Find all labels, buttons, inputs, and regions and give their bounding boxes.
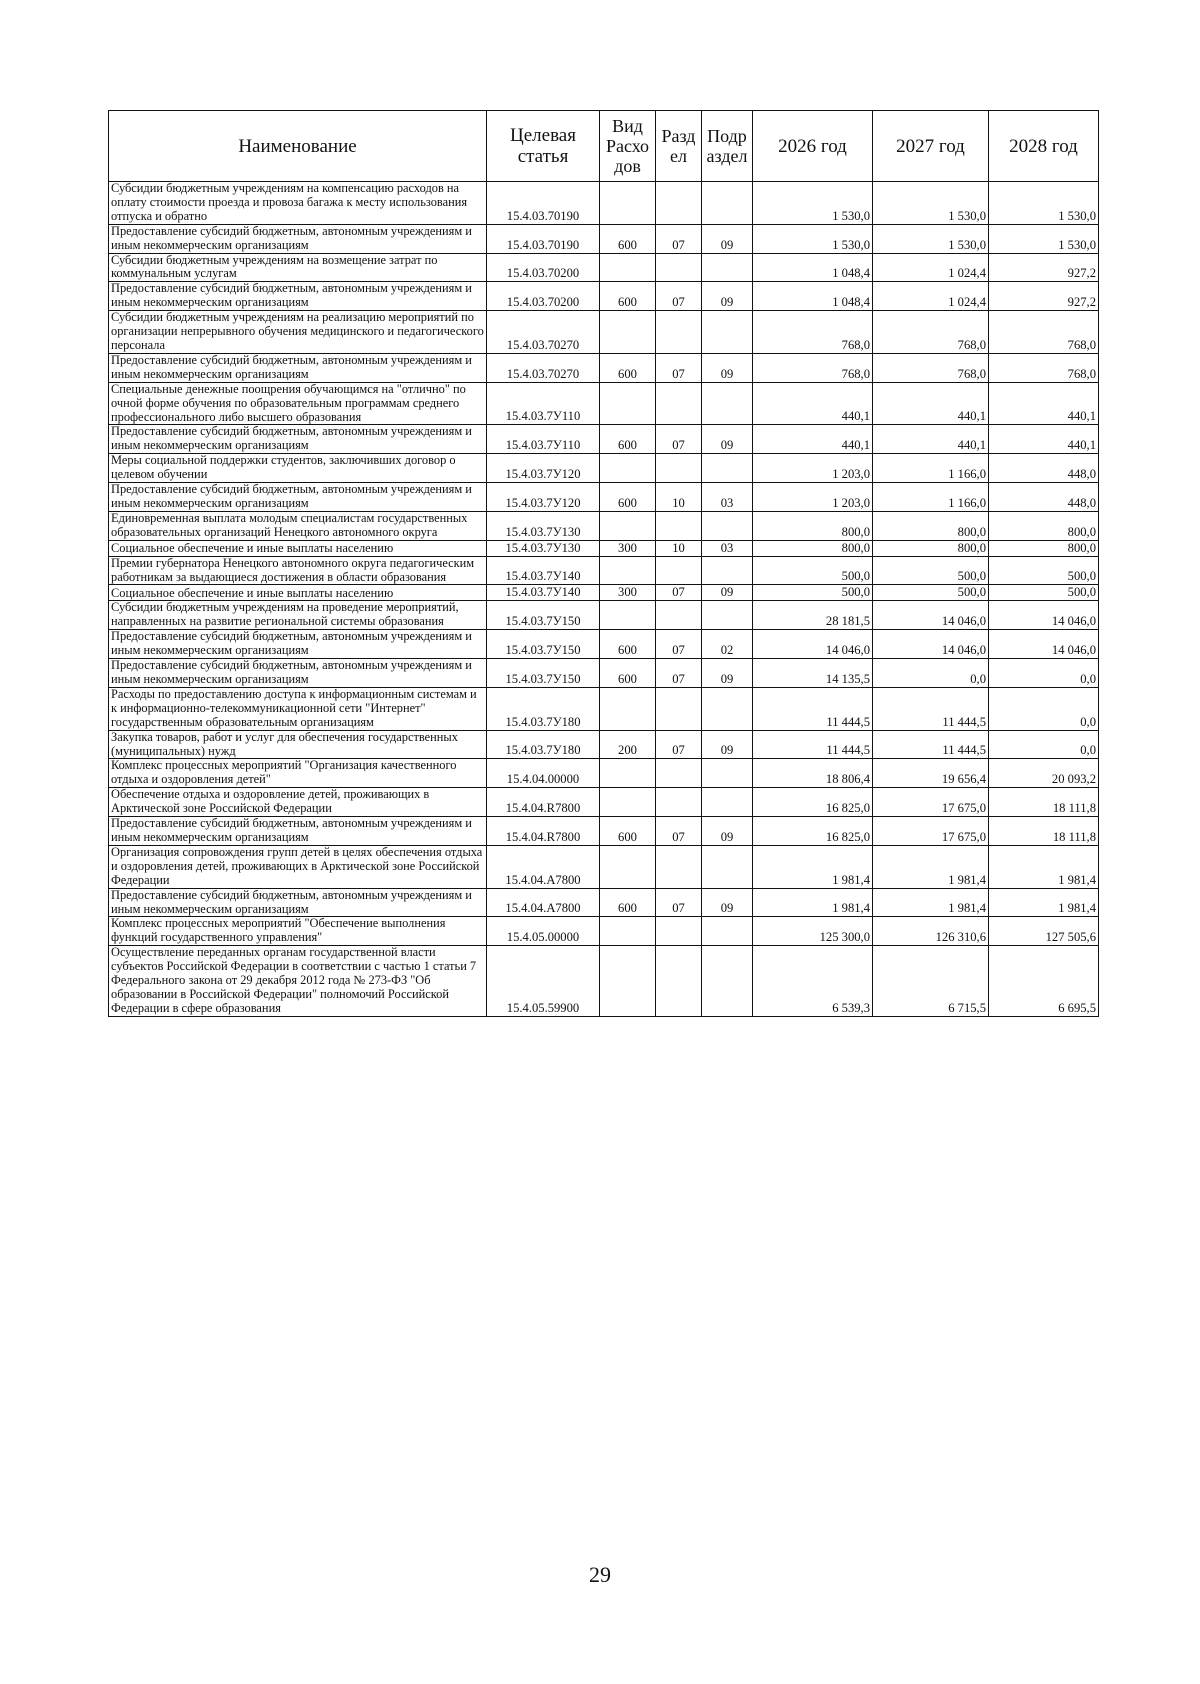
- row-amount-2026: 500,0: [753, 585, 873, 601]
- col-subsection-header: Подр аздел: [702, 111, 753, 182]
- row-name: Субсидии бюджетным учреждениям на компенсацию расходов на оплату стоимости проезда и провоза багажа к месту использования отпуска и обратно: [109, 182, 487, 225]
- row-amount-2027: 11 444,5: [873, 730, 989, 759]
- row-section: 07: [656, 730, 702, 759]
- row-subsection: [702, 556, 753, 585]
- row-expense-type: 300: [600, 540, 656, 556]
- row-name: Социальное обеспечение и иные выплаты населению: [109, 540, 487, 556]
- row-amount-2027: 19 656,4: [873, 759, 989, 788]
- row-amount-2028: 448,0: [989, 454, 1099, 483]
- row-amount-2028: 14 046,0: [989, 630, 1099, 659]
- table-row: [109, 759, 1099, 788]
- row-subsection: [702, 845, 753, 888]
- row-target-code: 15.4.05.00000: [487, 917, 600, 946]
- row-target-code: 15.4.03.7У130: [487, 540, 600, 556]
- col-target-header: Целевая статья: [487, 111, 600, 182]
- table-row: [109, 353, 1099, 382]
- table-row: [109, 888, 1099, 917]
- row-section: [656, 687, 702, 730]
- row-amount-2028: 0,0: [989, 659, 1099, 688]
- table-row: [109, 511, 1099, 540]
- row-amount-2028: 448,0: [989, 483, 1099, 512]
- row-amount-2026: 18 806,4: [753, 759, 873, 788]
- row-amount-2028: 800,0: [989, 540, 1099, 556]
- table-row: [109, 282, 1099, 311]
- row-expense-type: 600: [600, 282, 656, 311]
- row-target-code: 15.4.03.70190: [487, 224, 600, 253]
- row-section: [656, 845, 702, 888]
- row-amount-2026: 14 046,0: [753, 630, 873, 659]
- row-target-code: 15.4.04.А7800: [487, 888, 600, 917]
- row-subsection: [702, 759, 753, 788]
- row-name: Субсидии бюджетным учреждениям на проведение мероприятий, направленных на развитие региональной системы образования: [109, 601, 487, 630]
- table-row: [109, 845, 1099, 888]
- row-subsection: [702, 253, 753, 282]
- row-section: [656, 917, 702, 946]
- row-target-code: 15.4.03.70270: [487, 311, 600, 354]
- row-name: Комплекс процессных мероприятий "Обеспечение выполнения функций государственного управления": [109, 917, 487, 946]
- table-row: [109, 730, 1099, 759]
- row-amount-2026: 28 181,5: [753, 601, 873, 630]
- row-expense-type: [600, 253, 656, 282]
- row-amount-2027: 6 715,5: [873, 946, 989, 1017]
- row-section: [656, 759, 702, 788]
- row-expense-type: [600, 687, 656, 730]
- table-row: [109, 556, 1099, 585]
- row-subsection: 09: [702, 659, 753, 688]
- row-amount-2027: 126 310,6: [873, 917, 989, 946]
- row-section: [656, 182, 702, 225]
- row-amount-2026: 1 981,4: [753, 845, 873, 888]
- row-section: [656, 556, 702, 585]
- row-target-code: 15.4.03.7У140: [487, 585, 600, 601]
- row-target-code: 15.4.03.7У120: [487, 483, 600, 512]
- row-amount-2027: 440,1: [873, 425, 989, 454]
- row-section: [656, 946, 702, 1017]
- row-amount-2026: 500,0: [753, 556, 873, 585]
- row-target-code: 15.4.04.00000: [487, 759, 600, 788]
- row-amount-2027: 17 675,0: [873, 817, 989, 846]
- row-expense-type: [600, 382, 656, 425]
- row-target-code: 15.4.03.7У150: [487, 659, 600, 688]
- row-name: Меры социальной поддержки студентов, заключивших договор о целевом обучении: [109, 454, 487, 483]
- row-amount-2028: 500,0: [989, 556, 1099, 585]
- row-target-code: 15.4.03.7У110: [487, 425, 600, 454]
- row-section: [656, 311, 702, 354]
- row-name: Предоставление субсидий бюджетным, автономным учреждениям и иным некоммерческим организациям: [109, 282, 487, 311]
- row-amount-2027: 1 024,4: [873, 253, 989, 282]
- row-subsection: 09: [702, 817, 753, 846]
- col-name-header: Наименование: [109, 111, 487, 182]
- row-amount-2028: 1 981,4: [989, 845, 1099, 888]
- table-row: [109, 788, 1099, 817]
- row-target-code: 15.4.03.70270: [487, 353, 600, 382]
- row-amount-2028: 20 093,2: [989, 759, 1099, 788]
- table-row: [109, 182, 1099, 225]
- table-body: [109, 182, 1099, 1017]
- row-name: Комплекс процессных мероприятий "Организация качественного отдыха и оздоровления детей": [109, 759, 487, 788]
- row-amount-2026: 16 825,0: [753, 817, 873, 846]
- row-subsection: 03: [702, 540, 753, 556]
- row-expense-type: [600, 182, 656, 225]
- row-name: Премии губернатора Ненецкого автономного округа педагогическим работникам за выдающиеся достижения в области образования: [109, 556, 487, 585]
- row-amount-2026: 1 530,0: [753, 224, 873, 253]
- row-section: 07: [656, 224, 702, 253]
- row-name: Субсидии бюджетным учреждениям на реализацию мероприятий по организации непрерывного обучения медицинского и педагогического персонала: [109, 311, 487, 354]
- row-section: 07: [656, 425, 702, 454]
- row-section: [656, 454, 702, 483]
- row-name: Субсидии бюджетным учреждениям на возмещение затрат по коммунальным услугам: [109, 253, 487, 282]
- table-row: [109, 253, 1099, 282]
- table-row: [109, 311, 1099, 354]
- row-expense-type: 600: [600, 483, 656, 512]
- row-amount-2028: 500,0: [989, 585, 1099, 601]
- row-subsection: [702, 511, 753, 540]
- row-target-code: 15.4.04.R7800: [487, 788, 600, 817]
- table-row: [109, 601, 1099, 630]
- row-amount-2026: 800,0: [753, 540, 873, 556]
- row-amount-2028: 14 046,0: [989, 601, 1099, 630]
- row-amount-2028: 0,0: [989, 687, 1099, 730]
- row-expense-type: [600, 788, 656, 817]
- row-expense-type: [600, 601, 656, 630]
- row-amount-2026: 16 825,0: [753, 788, 873, 817]
- row-name: Предоставление субсидий бюджетным, автономным учреждениям и иным некоммерческим организациям: [109, 224, 487, 253]
- row-name: Предоставление субсидий бюджетным, автономным учреждениям и иным некоммерческим организациям: [109, 817, 487, 846]
- row-amount-2027: 14 046,0: [873, 630, 989, 659]
- row-expense-type: 600: [600, 353, 656, 382]
- row-amount-2026: 768,0: [753, 311, 873, 354]
- row-amount-2027: 800,0: [873, 540, 989, 556]
- row-section: [656, 601, 702, 630]
- table-row: [109, 630, 1099, 659]
- row-amount-2028: 927,2: [989, 282, 1099, 311]
- row-subsection: [702, 917, 753, 946]
- table-header-row: [109, 111, 1099, 182]
- row-amount-2028: 927,2: [989, 253, 1099, 282]
- row-subsection: [702, 382, 753, 425]
- row-subsection: 09: [702, 730, 753, 759]
- row-expense-type: 600: [600, 659, 656, 688]
- row-amount-2026: 768,0: [753, 353, 873, 382]
- row-target-code: 15.4.03.70190: [487, 182, 600, 225]
- col-expense-type-header: Вид Расхо дов: [600, 111, 656, 182]
- row-amount-2027: 800,0: [873, 511, 989, 540]
- row-expense-type: 200: [600, 730, 656, 759]
- row-expense-type: [600, 556, 656, 585]
- row-amount-2028: 0,0: [989, 730, 1099, 759]
- row-section: [656, 253, 702, 282]
- table-row: [109, 224, 1099, 253]
- row-amount-2027: 768,0: [873, 311, 989, 354]
- table-row: [109, 946, 1099, 1017]
- row-amount-2028: 768,0: [989, 311, 1099, 354]
- row-amount-2027: 1 981,4: [873, 845, 989, 888]
- row-amount-2026: 14 135,5: [753, 659, 873, 688]
- table-row: [109, 585, 1099, 601]
- row-expense-type: [600, 511, 656, 540]
- row-expense-type: 600: [600, 630, 656, 659]
- row-section: 10: [656, 483, 702, 512]
- row-amount-2026: 11 444,5: [753, 730, 873, 759]
- row-amount-2028: 768,0: [989, 353, 1099, 382]
- row-expense-type: 300: [600, 585, 656, 601]
- table-row: [109, 483, 1099, 512]
- row-section: [656, 382, 702, 425]
- row-amount-2028: 18 111,8: [989, 817, 1099, 846]
- row-amount-2027: 17 675,0: [873, 788, 989, 817]
- row-section: 07: [656, 282, 702, 311]
- row-expense-type: [600, 917, 656, 946]
- row-amount-2026: 6 539,3: [753, 946, 873, 1017]
- row-name: Предоставление субсидий бюджетным, автономным учреждениям и иным некоммерческим организациям: [109, 659, 487, 688]
- row-target-code: 15.4.03.7У120: [487, 454, 600, 483]
- row-target-code: 15.4.03.7У110: [487, 382, 600, 425]
- row-section: 07: [656, 888, 702, 917]
- row-subsection: [702, 788, 753, 817]
- row-subsection: [702, 454, 753, 483]
- row-amount-2028: 800,0: [989, 511, 1099, 540]
- row-name: Специальные денежные поощрения обучающимся на "отлично" по очной форме обучения по образовательным программам среднего профессионального либо высшего образования: [109, 382, 487, 425]
- row-expense-type: [600, 759, 656, 788]
- row-expense-type: 600: [600, 425, 656, 454]
- row-subsection: [702, 946, 753, 1017]
- row-subsection: 09: [702, 353, 753, 382]
- row-section: 07: [656, 817, 702, 846]
- row-amount-2026: 800,0: [753, 511, 873, 540]
- row-name: Единовременная выплата молодым специалистам государственных образовательных организаций Ненецкого автономного округа: [109, 511, 487, 540]
- row-amount-2027: 768,0: [873, 353, 989, 382]
- row-amount-2026: 1 048,4: [753, 253, 873, 282]
- row-target-code: 15.4.03.7У140: [487, 556, 600, 585]
- budget-table: [108, 110, 1099, 1017]
- row-name: Предоставление субсидий бюджетным, автономным учреждениям и иным некоммерческим организациям: [109, 353, 487, 382]
- row-expense-type: 600: [600, 888, 656, 917]
- row-subsection: [702, 311, 753, 354]
- row-section: 07: [656, 585, 702, 601]
- row-amount-2027: 0,0: [873, 659, 989, 688]
- row-amount-2028: 440,1: [989, 382, 1099, 425]
- row-amount-2028: 18 111,8: [989, 788, 1099, 817]
- row-name: Организация сопровождения групп детей в целях обеспечения отдыха и оздоровления детей, проживающих в Арктической зоне Российской Федерации: [109, 845, 487, 888]
- row-amount-2027: 1 166,0: [873, 483, 989, 512]
- row-amount-2026: 1 048,4: [753, 282, 873, 311]
- row-expense-type: [600, 454, 656, 483]
- row-name: Расходы по предоставлению доступа к информационным системам и к информационно-телекоммуникационной сети "Интернет" государственным образовательным организациям: [109, 687, 487, 730]
- row-subsection: 09: [702, 888, 753, 917]
- row-amount-2028: 1 981,4: [989, 888, 1099, 917]
- row-subsection: 09: [702, 282, 753, 311]
- page-number: 29: [589, 1562, 611, 1587]
- table-row: [109, 382, 1099, 425]
- row-target-code: 15.4.03.7У150: [487, 630, 600, 659]
- row-name: Предоставление субсидий бюджетным, автономным учреждениям и иным некоммерческим организациям: [109, 483, 487, 512]
- row-section: 07: [656, 659, 702, 688]
- row-target-code: 15.4.04.А7800: [487, 845, 600, 888]
- row-subsection: [702, 601, 753, 630]
- row-section: [656, 788, 702, 817]
- row-section: 07: [656, 353, 702, 382]
- col-2027-header: 2027 год: [873, 111, 989, 182]
- row-amount-2028: 1 530,0: [989, 224, 1099, 253]
- row-name: Предоставление субсидий бюджетным, автономным учреждениям и иным некоммерческим организациям: [109, 630, 487, 659]
- row-target-code: 15.4.03.7У180: [487, 687, 600, 730]
- row-amount-2026: 1 530,0: [753, 182, 873, 225]
- row-amount-2027: 1 981,4: [873, 888, 989, 917]
- row-amount-2027: 11 444,5: [873, 687, 989, 730]
- row-amount-2027: 14 046,0: [873, 601, 989, 630]
- row-expense-type: 600: [600, 224, 656, 253]
- row-target-code: 15.4.03.7У150: [487, 601, 600, 630]
- row-subsection: 09: [702, 224, 753, 253]
- row-subsection: [702, 182, 753, 225]
- row-amount-2026: 440,1: [753, 382, 873, 425]
- row-amount-2027: 440,1: [873, 382, 989, 425]
- table-row: [109, 817, 1099, 846]
- row-amount-2026: 1 981,4: [753, 888, 873, 917]
- row-target-code: 15.4.03.7У180: [487, 730, 600, 759]
- row-amount-2028: 127 505,6: [989, 917, 1099, 946]
- table-row: [109, 659, 1099, 688]
- table-row: [109, 454, 1099, 483]
- row-amount-2026: 11 444,5: [753, 687, 873, 730]
- row-subsection: 03: [702, 483, 753, 512]
- col-2026-header: 2026 год: [753, 111, 873, 182]
- row-amount-2027: 1 166,0: [873, 454, 989, 483]
- table-row: [109, 425, 1099, 454]
- row-name: Обеспечение отдыха и оздоровление детей, проживающих в Арктической зоне Российской Федерации: [109, 788, 487, 817]
- row-target-code: 15.4.05.59900: [487, 946, 600, 1017]
- row-name: Предоставление субсидий бюджетным, автономным учреждениям и иным некоммерческим организациям: [109, 425, 487, 454]
- row-subsection: 02: [702, 630, 753, 659]
- table-row: [109, 540, 1099, 556]
- col-2028-header: 2028 год: [989, 111, 1099, 182]
- row-amount-2028: 440,1: [989, 425, 1099, 454]
- row-amount-2027: 1 024,4: [873, 282, 989, 311]
- row-amount-2026: 1 203,0: [753, 483, 873, 512]
- row-amount-2026: 1 203,0: [753, 454, 873, 483]
- row-section: 10: [656, 540, 702, 556]
- row-subsection: [702, 687, 753, 730]
- row-name: Осуществление переданных органам государственной власти субъектов Российской Федерации в соответствии с частью 1 статьи 7 Федерального закона от 29 декабря 2012 года № 273-ФЗ "Об образовании в Российской Федерации" полномочий Российской Федерации в сфере образования: [109, 946, 487, 1017]
- row-amount-2028: 1 530,0: [989, 182, 1099, 225]
- row-section: 07: [656, 630, 702, 659]
- row-expense-type: [600, 845, 656, 888]
- row-expense-type: 600: [600, 817, 656, 846]
- row-amount-2026: 440,1: [753, 425, 873, 454]
- row-amount-2027: 500,0: [873, 556, 989, 585]
- row-amount-2028: 6 695,5: [989, 946, 1099, 1017]
- row-target-code: 15.4.03.7У130: [487, 511, 600, 540]
- table-row: [109, 687, 1099, 730]
- row-target-code: 15.4.03.70200: [487, 253, 600, 282]
- row-amount-2027: 1 530,0: [873, 182, 989, 225]
- row-amount-2027: 1 530,0: [873, 224, 989, 253]
- row-target-code: 15.4.03.70200: [487, 282, 600, 311]
- row-expense-type: [600, 311, 656, 354]
- row-subsection: 09: [702, 425, 753, 454]
- col-section-header: Разд ел: [656, 111, 702, 182]
- table-row: [109, 917, 1099, 946]
- row-name: Социальное обеспечение и иные выплаты населению: [109, 585, 487, 601]
- row-subsection: 09: [702, 585, 753, 601]
- row-target-code: 15.4.04.R7800: [487, 817, 600, 846]
- row-name: Предоставление субсидий бюджетным, автономным учреждениям и иным некоммерческим организациям: [109, 888, 487, 917]
- row-section: [656, 511, 702, 540]
- row-amount-2027: 500,0: [873, 585, 989, 601]
- row-name: Закупка товаров, работ и услуг для обеспечения государственных (муниципальных) нужд: [109, 730, 487, 759]
- row-amount-2026: 125 300,0: [753, 917, 873, 946]
- row-expense-type: [600, 946, 656, 1017]
